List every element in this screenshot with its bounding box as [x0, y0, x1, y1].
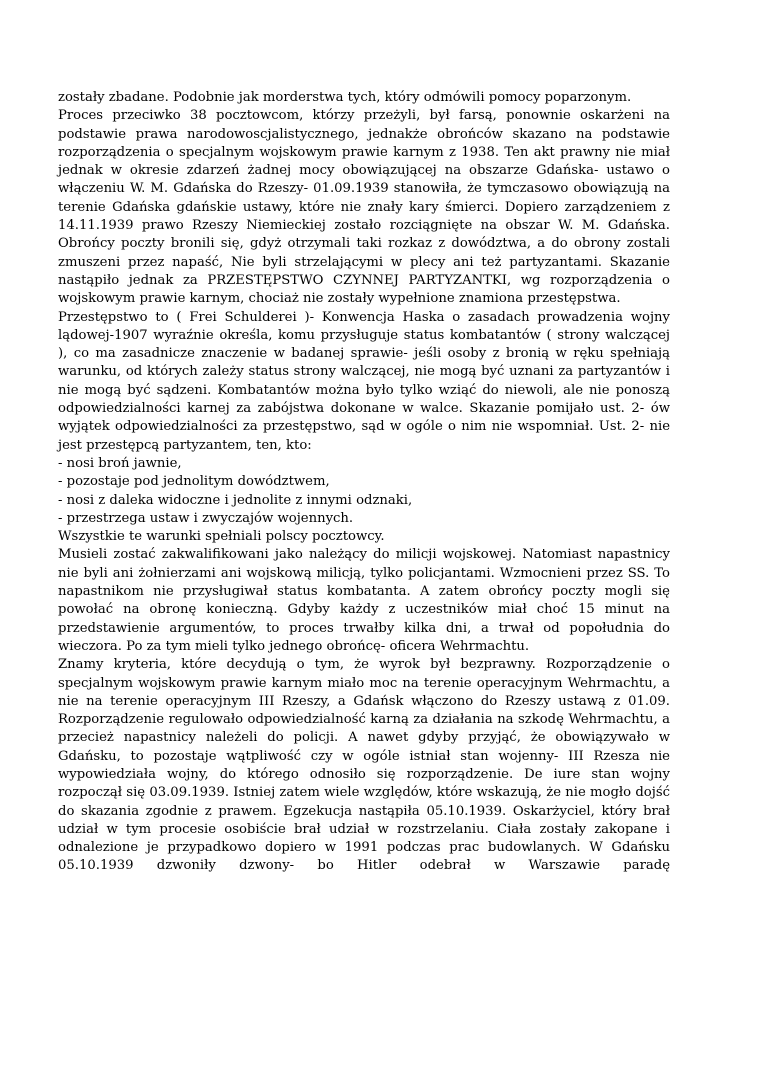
paragraph-criteria: Znamy kryteria, które decydują o tym, że wyrok był bezprawny. Rozporządzenie o specjalnym wojskowym prawie karnym miało moc na terenie operacyjnym Wehrmachtu, a nie na terenie operacyjnym III Rzeszy, a Gdańsk włączono do Rzeszy ustawą z 01.09. Rozporządzenie regulowało odpowiedzialność karną za działania na szkodę Wehrmachtu, a przecież napastnicy należeli do policji. A nawet gdyby przyjąć, że obowiązywało w Gdańsku, to pozostaje wątpliwość czy w ogóle istniał stan wojenny- III Rzesza nie wypowiedziała wojny, do którego odnosiło się rozporządzenie. De iure stan wojny rozpoczął się 03.09.1939. Istniej zatem wiele względów, które wskazują, że nie mogło dojść do skazania zgodnie z prawem. Egzekucja nastąpiła 05.10.1939. Oskarżyciel, który brał udział w tym procesie osobiście brał udział w rozstrzelaniu. Ciała zostały zakopane i odnalezione je przypadkowo dopiero w 1991 podczas prac budowlanych. W Gdańsku 05.10.1939 dzwoniły dzwony- bo Hitler odebrał w Warszawie paradę [58, 657, 670, 874]
paragraph-trial: Proces przeciwko 38 pocztowcom, którzy przeżyli, był farsą, ponownie oskarżeni na podstawie prawa narodowoscjalistycznego, jednakże obrońców skazano na podstawie rozporządzenia o specjalnym wojskowym prawie karnym z 1938. Ten akt prawny nie miał jednak w okresie zdarzeń żadnej mocy obowiązującej na obszarze Gdańska- ustawo o włączeniu W. M. Gdańska do Rzeszy- 01.09.1939 stanowiła, że tymczasowo obowiązują na terenie Gdańska gdańskie ustawy, które nie znały kary śmierci. Dopiero zarządzeniem z 14.11.1939 prawo Rzeszy Niemieckiej zostało rozciągnięte na obszar W. M. Gdańska. Obrońcy poczty bronili się, gdyż otrzymali taki rozkaz z dowództwa, a do obrony zostali zmuszeni przez napaść, Nie byli strzelającymi w plecy ani też partyzantami. Skazanie nastąpiło jednak za PRZESTĘPSTWO CZYNNEJ PARTYZANTKI, wg rozporządzenia o wojskowym prawie karnym, chociaż nie zostały wypełnione znamiona przestępstwa. [58, 108, 670, 307]
list-item: - nosi z daleka widoczne i jednolite z innymi odznaki, [58, 492, 413, 508]
document-body [58, 89, 670, 876]
paragraph-conditions-met: Wszystkie te warunki spełniali polscy pocztowcy. [58, 529, 385, 545]
paragraph-military-militia: Musieli zostać zakwalifikowani jako należący do milicji wojskowej. Natomiast napastnicy nie byli ani żołnierzami ani wojskową milicją, tylko policjantami. Wzmocnieni przez SS. To napastnikom nie przysługiwał status kombatanta. A zatem obrońcy poczty mogli się powołać na obronę konieczną. Gdyby każdy z uczestników miał choć 15 minut na przedstawienie argumentów, to proces trwałby kilka dni, a trwał od popołudnia do wieczora. Po za tym mieli tylko jednego obrońcę- oficera Wehrmachtu. [58, 547, 670, 654]
paragraph-hague-convention: Przestępstwo to ( Frei Schulderei )- Konwencja Haska o zasadach prowadzenia wojny lądowej-1907 wyraźnie określa, komu przysługuje status kombatantów ( strony walczącej ), co ma zasadnicze znaczenie w badanej sprawie- jeśli osoby z bronią w ręku spełniają warunku, od których zależy status strony walczącej, nie mogą być uznani za partyzantów i nie mogą być sądzeni. Kombatantów można było tylko wziąć do niewoli, ale nie ponoszą odpowiedzialności karnej za zabójstwa dokonane w walce. Skazanie pomijało ust. 2- ów wyjątek odpowiedzialności za przestępstwo, sąd w ogóle o nim nie wspomniał. Ust. 2- nie jest przestępcą partyzantem, ten, kto: [58, 309, 670, 453]
conditions-list [58, 455, 670, 528]
paragraph-intro-continuation: zostały zbadane. Podobnie jak morderstwa tych, który odmówili pomocy poparzonym. [58, 90, 632, 105]
list-item: - przestrzega ustaw i zwyczajów wojennych. [58, 510, 354, 526]
list-item: - pozostaje pod jednolitym dowództwem, [58, 474, 330, 490]
list-item: - nosi broń jawnie, [58, 455, 182, 471]
